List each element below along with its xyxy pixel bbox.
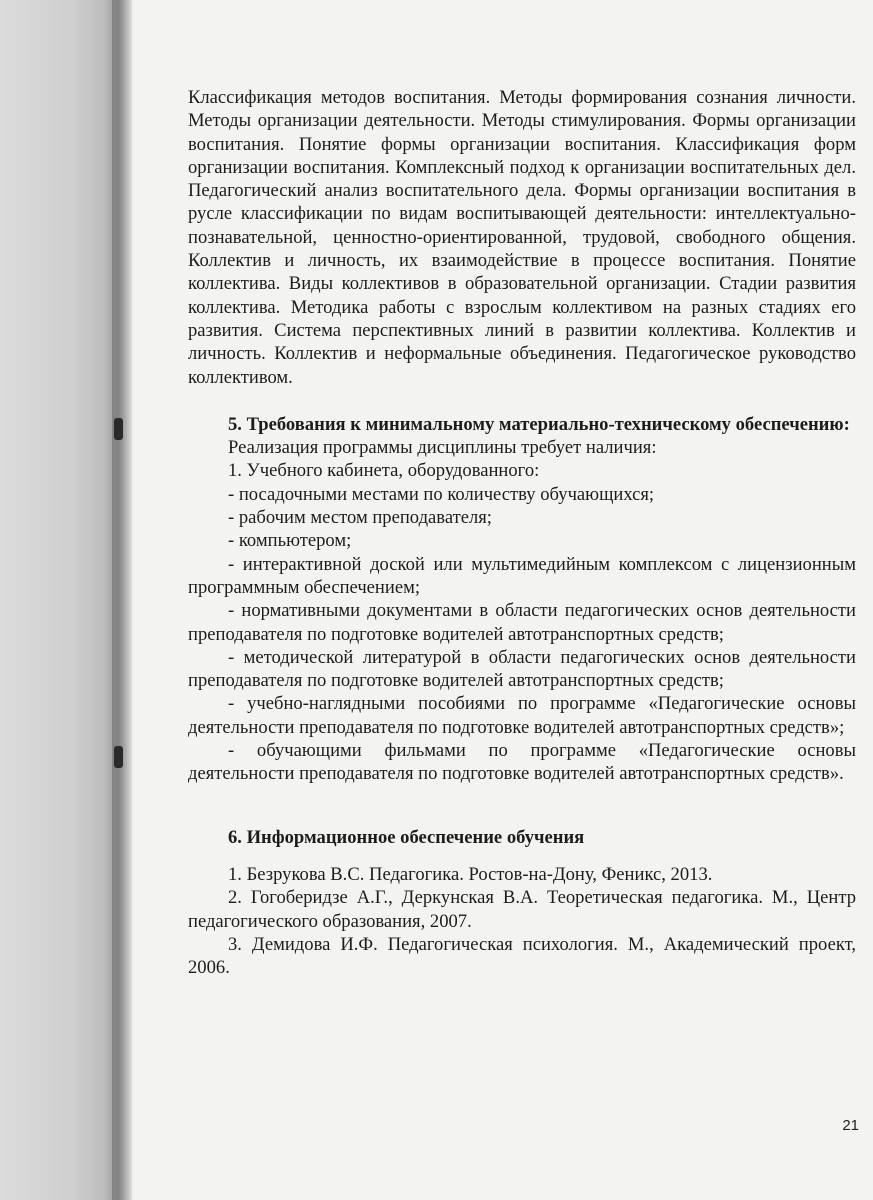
list-item: - посадочными местами по количеству обучающихся; [228,483,655,505]
list-item: - компьютером; [228,530,352,552]
intro-paragraph: Классификация методов воспитания. Методы формирования сознания личности. Методы организации деятельности. Методы стимулирования. Формы организации воспитания. Понятие формы организации воспитания. Классификация форм организации воспитания. Комплексный подход к организации воспитательных дел. Педагогический анализ воспитательного дела. Формы организации воспитания в русле классификации по видам воспитывающей деятельности: интеллектуально-познавательной, ценностно-ориентированной, трудовой, свободного общения. Коллектив и личность, их взаимодействие в процессе воспитания. Понятие коллектива. Виды коллективов в образовательной организации. Стадии развития коллектива. Методика работы с взрослым коллективом на разных стадиях его развития. Система перспективных линий в развитии коллектива. Коллектив и личность. Коллектив и неформальные объединения. Педагогическое руководство коллективом. [188,87,856,388]
reference-item: 3. Демидова И.Ф. Педагогическая психология. М., Академический проект, 2006. [188,933,856,979]
section-6-heading: 6. Информационное обеспечение обучения [228,826,585,848]
list-item: - интерактивной доской или мультимедийным комплексом с лицензионным программным обеспечением; [188,553,856,598]
reference-item: 1. Безрукова В.С. Педагогика. Ростов-на-Дону, Феникс, 2013. [228,863,713,885]
staple-mark [114,746,123,768]
reference-item: 2. Гогоберидзе А.Г., Деркунская В.А. Теоретическая педагогика. М., Центр педагогического образования, 2007. [188,887,856,932]
page-content [188,86,856,979]
page-number: 21 [842,1117,859,1134]
section-5-lead: Реализация программы дисциплины требует наличия: [228,437,657,459]
list-item: - учебно-наглядными пособиями по программе «Педагогические основы деятельности преподавателя по подготовке водителей автотранспортных средств»; [188,693,856,738]
staple-mark [114,418,123,440]
list-item: - обучающими фильмами по программе «Педагогические основы деятельности преподавателя по подготовке водителей автотранспортных средств». [188,740,856,785]
section-5-heading: 5. Требования к минимальному материально-техническому обеспечению: [228,413,850,435]
list-item: - рабочим местом преподавателя; [228,507,492,529]
list-item: - нормативными документами в области педагогических основ деятельности преподавателя по подготовке водителей автотранспортных средств; [188,600,856,645]
binding-edge [112,0,134,1200]
section-5-item: 1. Учебного кабинета, оборудованного: [228,460,540,482]
list-item: - методической литературой в области педагогических основ деятельности преподавателя по подготовке водителей автотранспортных средств; [188,646,856,692]
